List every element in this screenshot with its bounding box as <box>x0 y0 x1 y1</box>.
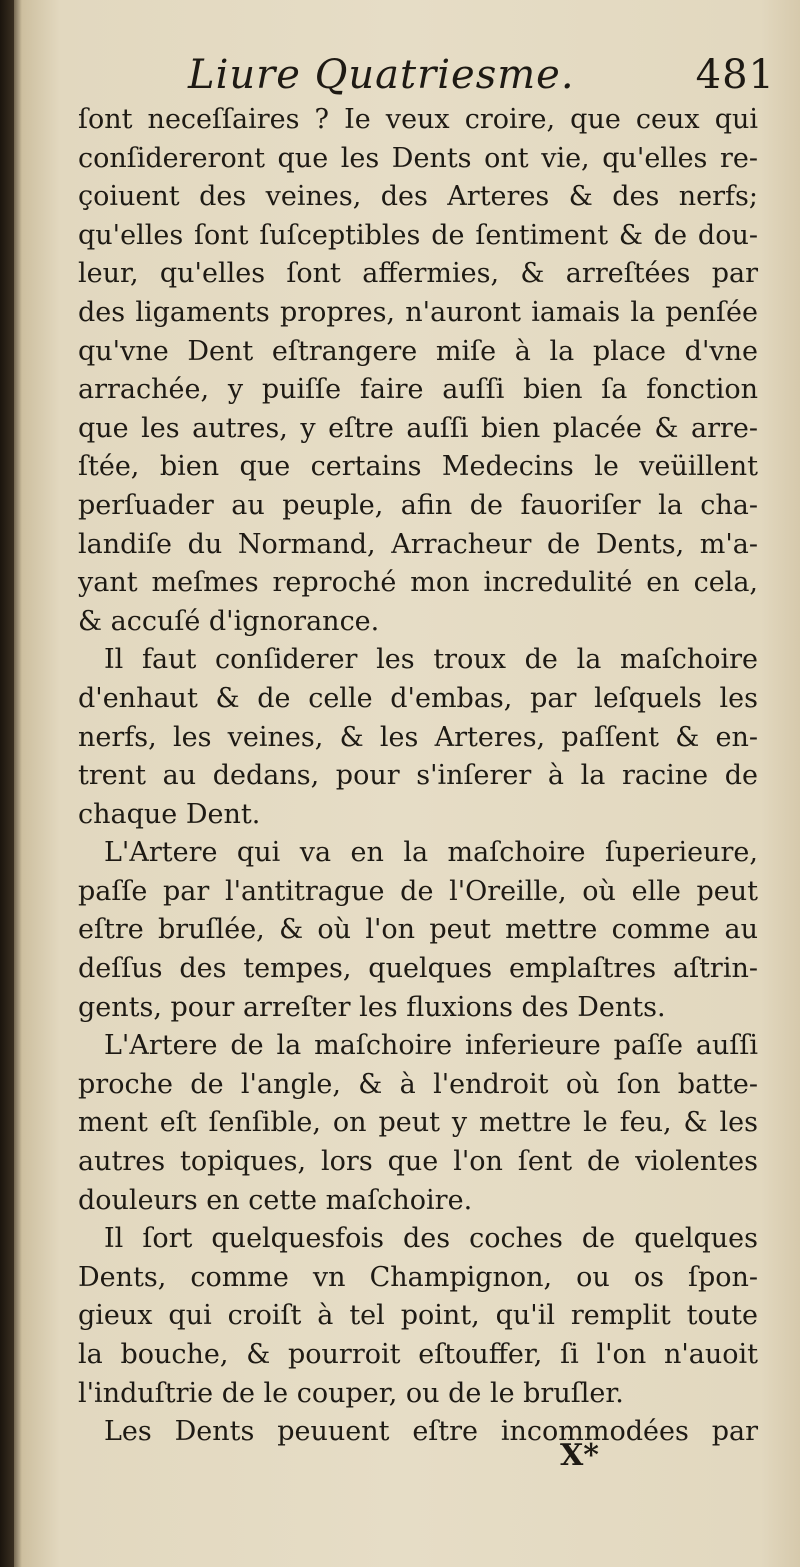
text-line: la bouche, & pourroit eſtouffer, ſi l'on n'auoit <box>78 1339 758 1370</box>
text-line: l'induſtrie de le couper, ou de le bruſler. <box>78 1377 624 1409</box>
text-line: qu'vne Dent eſtrangere miſe à la place d'vne <box>78 335 758 367</box>
page-number: 481 <box>695 52 775 98</box>
text-line: autres topiques, lors que l'on ſent de violentes <box>78 1146 758 1178</box>
text-line: qu'elles ſont ſuſceptibles de ſentiment & de dou- <box>78 219 758 251</box>
paragraph-start-line: Les Dents peuuent eſtre incommodées par <box>104 1416 758 1448</box>
text-line: gents, pour arreſter les fluxions des Dents. <box>78 991 666 1023</box>
text-line: çoiuent des veines, des Arteres & des nerfs; <box>78 181 758 213</box>
text-line: chaque Dent. <box>78 798 261 830</box>
paragraph-start-line: Il faut conſiderer les troux de la maſchoire <box>104 644 758 676</box>
text-line: trent au dedans, pour s'inſerer à la racine de <box>78 760 758 792</box>
text-line: des ligaments propres, n'auront iamais la penſée <box>78 296 758 328</box>
text-line: Dents, comme vn Champignon, ou os ſpon- <box>78 1261 758 1293</box>
text-line: douleurs en cette maſchoire. <box>78 1184 473 1216</box>
text-line: conſidereront que les Dents ont vie, qu'elles re- <box>78 142 758 174</box>
text-line: eſtre bruſlée, & où l'on peut mettre comme au <box>78 914 758 946</box>
text-line: ſtée, bien que certains Medecins le veüillent <box>78 451 758 483</box>
book-spine <box>0 0 14 1567</box>
text-line: perſuader au peuple, afin de fauoriſer la cha- <box>78 489 758 521</box>
text-line: paſſe par l'antitrague de l'Oreille, où elle peut <box>78 875 758 907</box>
text-line: d'enhaut & de celle d'embas, par leſquels les <box>78 682 758 714</box>
signature-mark: X* <box>560 1438 599 1473</box>
text-line: landiſe du Normand, Arracheur de Dents, m'a- <box>78 528 758 560</box>
text-line: nerfs, les veines, & les Arteres, paſſent & en- <box>78 721 758 753</box>
body-text <box>78 101 758 1452</box>
paragraph-start-line: L'Artere de la maſchoire inferieure paſſe auſſi <box>104 1030 758 1062</box>
text-line: que les autres, y eſtre auſſi bien placée & arre- <box>78 412 758 444</box>
text-line: gieux qui croiſt à tel point, qu'il remplit toute <box>78 1300 758 1332</box>
text-line: & accuſé d'ignorance. <box>78 605 380 637</box>
text-line: ment eſt ſenſible, on peut y mettre le feu, & les <box>78 1107 758 1139</box>
text-line: deſſus des tempes, quelques emplaſtres aſtrin- <box>78 953 758 985</box>
paragraph-start-line: Il ſort quelquesfois des coches de quelques <box>104 1223 758 1255</box>
text-line: yant meſmes reproché mon incredulité en cela, <box>78 567 758 599</box>
text-line: proche de l'angle, & à l'endroit où ſon batte- <box>78 1068 758 1100</box>
text-line: arrachée, y puiſſe faire auſſi bien ſa fonction <box>78 374 758 406</box>
running-head: Liure Quatriesme. <box>188 52 575 98</box>
paragraph-start-line: L'Artere qui va en la maſchoire ſuperieure, <box>104 837 758 869</box>
text-line: ſont neceſſaires ? Ie veux croire, que ceux qui <box>78 104 758 135</box>
text-line: leur, qu'elles ſont affermies, & arreſtées par <box>78 258 758 290</box>
